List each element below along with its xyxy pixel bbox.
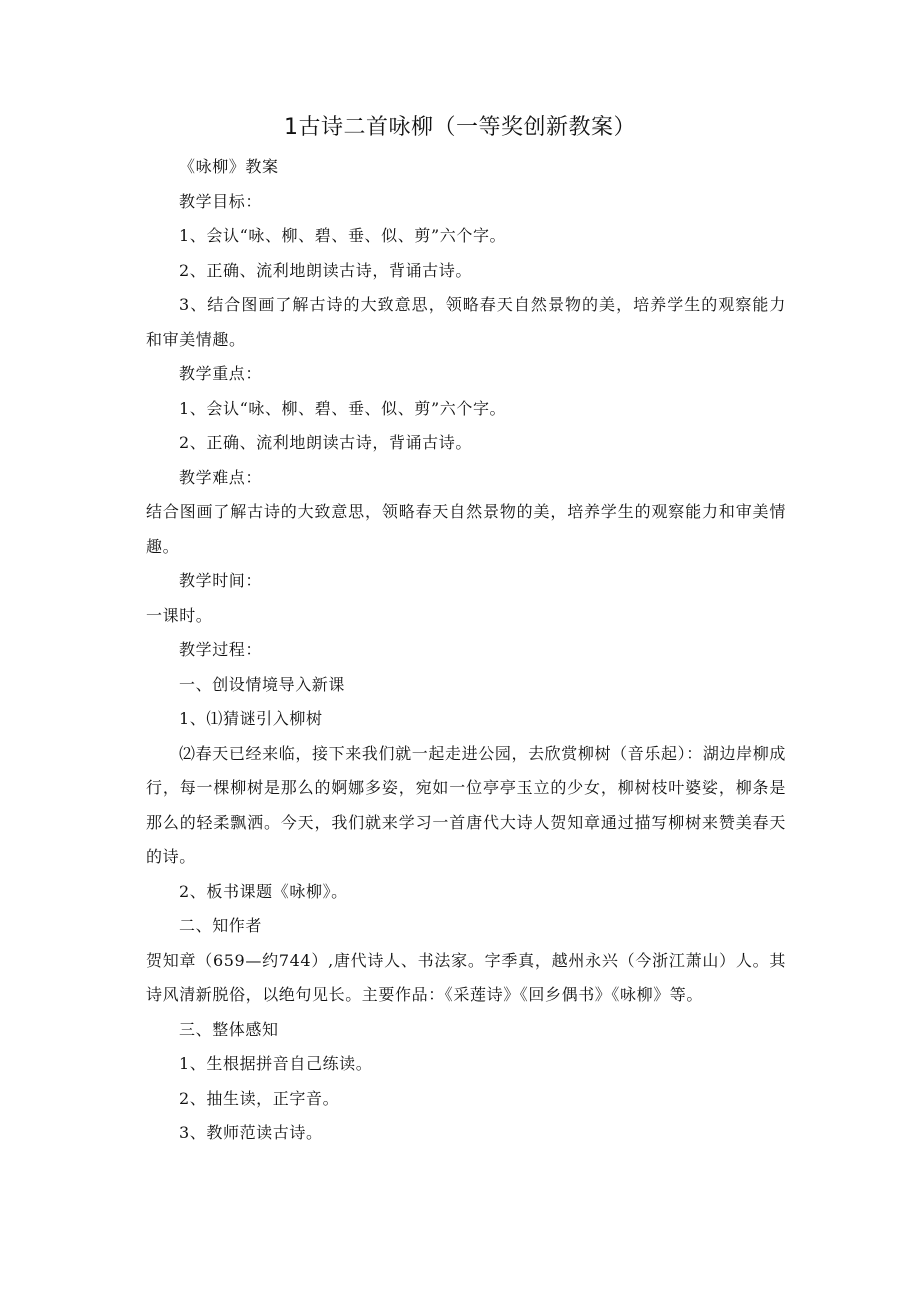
difficulty-text: 结合图画了解古诗的大致意思，领略春天自然景物的美，培养学生的观察能力和审美情趣。 <box>146 502 786 556</box>
process-item: 2、板书课题《咏柳》。 <box>179 881 348 901</box>
process-item: 2、抽生读，正字音。 <box>179 1088 340 1108</box>
time-text: 一课时。 <box>146 605 213 625</box>
process-item: 1、⑴猜谜引入柳树 <box>179 709 323 728</box>
document-body <box>146 150 786 1151</box>
key-point-item: 1、会认“咏、柳、碧、垂、似、剪”六个字。 <box>179 398 507 418</box>
objective-item: 3、结合图画了解古诗的大致意思，领略春天自然景物的美，培养学生的观察能力和审美情趣。 <box>146 295 786 349</box>
key-point-item: 2、正确、流利地朗读古诗，背诵古诗。 <box>179 433 472 452</box>
process-paragraph: ⑵春天已经来临，接下来我们就一起走进公园，去欣赏柳树（音乐起）：湖边岸柳成行，每一棵柳树是那么的婀娜多姿，宛如一位亭亭玉立的少女，柳树枝叶婆娑，柳条是那么的轻柔飘洒。今天，我们就来学习一首唐代大诗人贺知章通过描写柳树来赞美春天的诗。 <box>146 743 786 866</box>
section-label-key-points: 教学重点： <box>179 364 263 383</box>
process-item: 3、教师范读古诗。 <box>179 1123 323 1142</box>
objective-item: 1、会认“咏、柳、碧、垂、似、剪”六个字。 <box>179 226 507 245</box>
document-title: 1古诗二首咏柳（一等奖创新教案） <box>284 115 636 140</box>
section-label-process: 教学过程： <box>179 640 263 659</box>
author-paragraph: 贺知章（659—约744）,唐代诗人、书法家。字季真，越州永兴（今浙江萧山）人。其诗风清新脱俗，以绝句见长。主要作品：《采莲诗》《回乡偶书》《咏柳》等。 <box>146 950 786 1004</box>
process-step-heading: 三、整体感知 <box>179 1019 279 1039</box>
process-item: 1、生根据拼音自己练读。 <box>179 1054 373 1073</box>
objective-item: 2、正确、流利地朗读古诗，背诵古诗。 <box>179 260 472 280</box>
process-step-heading: 一、创设情境导入新课 <box>179 674 346 694</box>
process-step-heading: 二、知作者 <box>179 916 263 935</box>
section-label-time: 教学时间： <box>179 571 263 590</box>
lesson-heading: 《咏柳》教案 <box>179 157 279 176</box>
section-label-difficulties: 教学难点： <box>179 467 263 487</box>
section-label-objectives: 教学目标： <box>179 191 263 211</box>
